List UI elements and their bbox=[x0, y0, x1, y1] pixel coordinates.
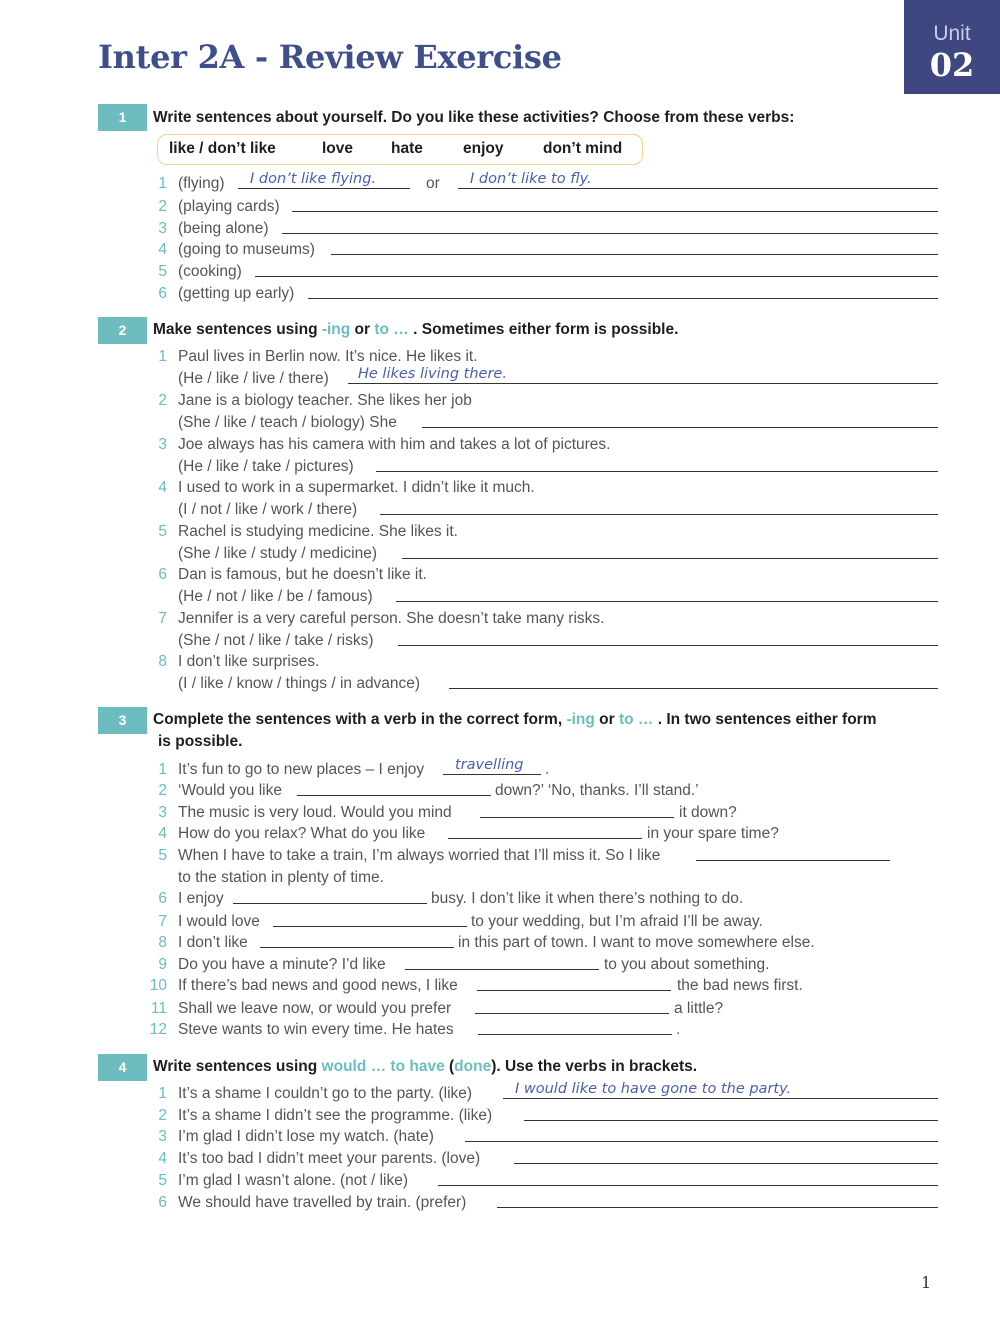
handwritten-answer: I don’t like flying. bbox=[250, 171, 377, 187]
answer-line[interactable] bbox=[348, 383, 938, 384]
item-text: I would love bbox=[178, 913, 260, 930]
item-number: 3 bbox=[158, 804, 167, 821]
answer-line[interactable] bbox=[402, 558, 938, 559]
item-number: 1 bbox=[158, 348, 167, 365]
item-number: 2 bbox=[158, 1107, 167, 1124]
item-number: 3 bbox=[158, 436, 167, 453]
item-prompt: (going to museums) bbox=[178, 241, 315, 258]
answer-line[interactable] bbox=[480, 817, 674, 818]
answer-line[interactable] bbox=[422, 427, 938, 428]
verb-choice: don’t mind bbox=[543, 140, 623, 157]
exercise-1-item bbox=[0, 171, 1000, 197]
exercise-1-item bbox=[0, 263, 1000, 285]
item-text: to you about something. bbox=[604, 956, 770, 973]
verb-choice: like / don’t like bbox=[169, 140, 276, 157]
exercise-3-instruction-line2: is possible. bbox=[158, 733, 243, 750]
item-prompt: (I / like / know / things / in advance) bbox=[178, 675, 421, 692]
verb-choice: enjoy bbox=[463, 140, 504, 157]
answer-line[interactable] bbox=[398, 645, 938, 646]
exercise-4-item bbox=[0, 1128, 1000, 1150]
answer-line[interactable] bbox=[238, 188, 410, 189]
answer-line[interactable] bbox=[255, 276, 938, 277]
item-text: the bad news first. bbox=[677, 977, 803, 994]
item-number: 2 bbox=[158, 782, 167, 799]
answer-line[interactable] bbox=[233, 903, 427, 904]
exercise-4-item bbox=[0, 1194, 1000, 1216]
item-sentence: Paul lives in Berlin now. It’s nice. He likes it. bbox=[178, 348, 478, 365]
item-text: Do you have a minute? I’d like bbox=[178, 956, 386, 973]
answer-line[interactable] bbox=[514, 1163, 938, 1164]
exercise-1-item bbox=[0, 285, 1000, 307]
item-text: ‘Would you like bbox=[178, 782, 282, 799]
exercise-2-item bbox=[0, 653, 1000, 692]
item-text: . bbox=[545, 761, 550, 778]
item-prompt: (flying) bbox=[178, 175, 225, 192]
exercise-4-number: 4 bbox=[98, 1054, 147, 1081]
unit-number: 02 bbox=[929, 46, 975, 84]
page-title: Inter 2A - Review Exercise bbox=[98, 38, 562, 76]
unit-label: Unit bbox=[933, 22, 971, 45]
exercise-4-item bbox=[0, 1150, 1000, 1172]
answer-line[interactable] bbox=[380, 514, 938, 515]
item-number: 1 bbox=[158, 761, 167, 778]
item-prompt: I’m glad I wasn’t alone. (not / like) bbox=[178, 1172, 409, 1189]
item-text: Shall we leave now, or would you prefer bbox=[178, 1000, 452, 1017]
answer-line[interactable] bbox=[478, 1034, 672, 1035]
item-number: 10 bbox=[149, 977, 167, 994]
item-number: 9 bbox=[158, 956, 167, 973]
item-sentence: I don’t like surprises. bbox=[178, 653, 320, 670]
item-prompt: (playing cards) bbox=[178, 198, 280, 215]
answer-line[interactable] bbox=[497, 1207, 938, 1208]
page-number: 1 bbox=[921, 1273, 932, 1292]
answer-line[interactable] bbox=[477, 990, 671, 991]
item-prompt: (cooking) bbox=[178, 263, 242, 280]
item-number: 2 bbox=[158, 392, 167, 409]
instr-text: Complete the sentences with a verb in the correct form, bbox=[153, 711, 567, 728]
item-prompt: We should have travelled by train. (prefer) bbox=[178, 1194, 467, 1211]
answer-line[interactable] bbox=[282, 233, 938, 234]
exercise-2-item bbox=[0, 523, 1000, 562]
item-number: 5 bbox=[158, 1172, 167, 1189]
item-number: 5 bbox=[158, 847, 167, 864]
item-prompt: (I / not / like / work / there) bbox=[178, 501, 358, 518]
exercise-3-number: 3 bbox=[98, 707, 147, 734]
exercise-3-item bbox=[0, 956, 1000, 978]
instr-text: ). Use the verbs in brackets. bbox=[491, 1058, 698, 1075]
exercise-2-item bbox=[0, 610, 1000, 649]
exercise-3-item bbox=[0, 757, 1000, 783]
item-number: 6 bbox=[158, 890, 167, 907]
item-number: 1 bbox=[158, 175, 167, 192]
instr-text: . Sometimes either form is possible. bbox=[408, 321, 679, 338]
item-prompt: It’s a shame I couldn’t go to the party. (like) bbox=[178, 1085, 473, 1102]
instr-highlight: would … to have bbox=[321, 1058, 445, 1075]
answer-line[interactable] bbox=[331, 254, 938, 255]
item-sentence: Jennifer is a very careful person. She doesn’t take many risks. bbox=[178, 610, 605, 627]
verb-choice: love bbox=[322, 140, 354, 157]
exercise-4-item bbox=[0, 1081, 1000, 1107]
item-prompt: (He / like / take / pictures) bbox=[178, 458, 354, 475]
instr-highlight: to … bbox=[618, 711, 654, 728]
exercise-1-item bbox=[0, 198, 1000, 220]
item-prompt: (She / like / teach / biology) She bbox=[178, 414, 397, 431]
handwritten-answer: He likes living there. bbox=[358, 366, 507, 382]
item-number: 4 bbox=[158, 1150, 167, 1167]
exercise-3-item bbox=[0, 1021, 1000, 1043]
item-text: The music is very loud. Would you mind bbox=[178, 804, 452, 821]
item-text: If there’s bad news and good news, I like bbox=[178, 977, 458, 994]
item-number: 4 bbox=[158, 241, 167, 258]
exercise-1-number: 1 bbox=[98, 104, 147, 131]
instr-text: ( bbox=[444, 1058, 455, 1075]
answer-line[interactable] bbox=[297, 795, 491, 796]
item-number: 4 bbox=[158, 479, 167, 496]
exercise-2-number: 2 bbox=[98, 317, 147, 344]
item-text: down?’ ‘No, thanks. I’ll stand.’ bbox=[495, 782, 699, 799]
exercise-2-item bbox=[0, 566, 1000, 605]
exercise-3-item bbox=[0, 977, 1000, 999]
answer-line[interactable] bbox=[448, 838, 642, 839]
item-prompt: I’m glad I didn’t lose my watch. (hate) bbox=[178, 1128, 434, 1145]
item-prompt: It’s a shame I didn’t see the programme. (like) bbox=[178, 1107, 493, 1124]
exercise-3-item bbox=[0, 804, 1000, 826]
item-number: 3 bbox=[158, 1128, 167, 1145]
item-number: 4 bbox=[158, 825, 167, 842]
item-text: busy. I don’t like it when there’s nothing to do. bbox=[431, 890, 744, 907]
item-sentence: Jane is a biology teacher. She likes her job bbox=[178, 392, 472, 409]
exercise-3-item bbox=[0, 847, 1000, 886]
answer-line[interactable] bbox=[396, 601, 938, 602]
exercise-3-item bbox=[0, 934, 1000, 956]
exercise-1-item bbox=[0, 220, 1000, 242]
item-sentence: I used to work in a supermarket. I didn’t like it much. bbox=[178, 479, 535, 496]
instr-text: or bbox=[350, 321, 375, 338]
exercise-2-item bbox=[0, 348, 1000, 387]
item-sentence: Rachel is studying medicine. She likes it. bbox=[178, 523, 458, 540]
answer-line[interactable] bbox=[449, 688, 938, 689]
exercise-3-item bbox=[0, 782, 1000, 804]
item-text: in your spare time? bbox=[647, 825, 779, 842]
item-number: 6 bbox=[158, 1194, 167, 1211]
item-prompt: (He / like / live / there) bbox=[178, 370, 329, 387]
answer-line[interactable] bbox=[308, 298, 938, 299]
item-sentence: Dan is famous, but he doesn’t like it. bbox=[178, 566, 427, 583]
exercise-4-item bbox=[0, 1172, 1000, 1194]
item-number: 7 bbox=[158, 913, 167, 930]
item-number: 7 bbox=[158, 610, 167, 627]
item-number: 5 bbox=[158, 263, 167, 280]
item-sentence: Joe always has his camera with him and takes a lot of pictures. bbox=[178, 436, 611, 453]
item-number: 8 bbox=[158, 653, 167, 670]
item-number: 8 bbox=[158, 934, 167, 951]
item-text: Steve wants to win every time. He hates bbox=[178, 1021, 454, 1038]
item-number: 3 bbox=[158, 220, 167, 237]
item-prompt: (She / not / like / take / risks) bbox=[178, 632, 374, 649]
item-prompt: (She / like / study / medicine) bbox=[178, 545, 377, 562]
item-text: I enjoy bbox=[178, 890, 224, 907]
exercise-3-item bbox=[0, 1000, 1000, 1022]
exercise-3-item bbox=[0, 890, 1000, 912]
verb-choice: hate bbox=[391, 140, 423, 157]
exercise-2-item bbox=[0, 392, 1000, 431]
handwritten-answer: travelling bbox=[455, 757, 524, 773]
exercise-3-instruction bbox=[153, 711, 876, 729]
item-text: I don’t like bbox=[178, 934, 248, 951]
instr-highlight: to … bbox=[374, 321, 409, 338]
answer-line[interactable] bbox=[465, 1141, 938, 1142]
item-number: 2 bbox=[158, 198, 167, 215]
handwritten-answer: I don’t like to fly. bbox=[470, 171, 592, 187]
exercise-4-instruction bbox=[153, 1058, 697, 1076]
answer-line[interactable] bbox=[438, 1185, 938, 1186]
item-text: to your wedding, but I’m afraid I’ll be away. bbox=[471, 913, 763, 930]
answer-line[interactable] bbox=[458, 188, 938, 189]
item-text: . bbox=[676, 1021, 681, 1038]
item-text: When I have to take a train, I’m always worried that I’ll miss it. So I like bbox=[178, 847, 661, 864]
item-number: 12 bbox=[149, 1021, 167, 1038]
instr-text: or bbox=[594, 711, 619, 728]
answer-line[interactable] bbox=[696, 860, 890, 861]
item-text: a little? bbox=[674, 1000, 724, 1017]
item-text: It’s fun to go to new places – I enjoy bbox=[178, 761, 425, 778]
exercise-3-item bbox=[0, 825, 1000, 847]
answer-line[interactable] bbox=[443, 774, 541, 775]
instr-highlight: -ing bbox=[321, 321, 351, 338]
item-prompt: (He / not / like / be / famous) bbox=[178, 588, 373, 605]
item-number: 1 bbox=[158, 1085, 167, 1102]
answer-line[interactable] bbox=[524, 1120, 938, 1121]
answer-line[interactable] bbox=[260, 947, 454, 948]
answer-line[interactable] bbox=[273, 926, 467, 927]
instr-highlight: done bbox=[454, 1058, 492, 1075]
exercise-1-item bbox=[0, 241, 1000, 263]
exercise-2-item bbox=[0, 479, 1000, 518]
item-number: 6 bbox=[158, 285, 167, 302]
exercise-2-instruction bbox=[153, 321, 678, 339]
item-text: to the station in plenty of time. bbox=[178, 869, 384, 886]
item-number: 5 bbox=[158, 523, 167, 540]
instr-text: . In two sentences either form bbox=[653, 711, 877, 728]
item-text: in this part of town. I want to move somewhere else. bbox=[458, 934, 815, 951]
item-text: How do you relax? What do you like bbox=[178, 825, 426, 842]
handwritten-answer: I would like to have gone to the party. bbox=[515, 1081, 792, 1097]
answer-line[interactable] bbox=[376, 471, 938, 472]
verb-choices-box bbox=[157, 134, 643, 165]
instr-text: Make sentences using bbox=[153, 321, 322, 338]
instr-text: Write sentences using bbox=[153, 1058, 322, 1075]
exercise-1-instruction: Write sentences about yourself. Do you like these activities? Choose from these verbs: bbox=[153, 109, 795, 126]
item-number: 6 bbox=[158, 566, 167, 583]
answer-line[interactable] bbox=[503, 1098, 938, 1099]
answer-line[interactable] bbox=[292, 211, 938, 212]
exercise-2-item bbox=[0, 436, 1000, 475]
item-text: it down? bbox=[679, 804, 737, 821]
item-number: 11 bbox=[150, 1000, 167, 1017]
unit-badge bbox=[904, 0, 1000, 94]
answer-line[interactable] bbox=[405, 969, 599, 970]
or-label: or bbox=[426, 175, 440, 192]
answer-line[interactable] bbox=[475, 1013, 669, 1014]
item-prompt: It’s too bad I didn’t meet your parents. (love) bbox=[178, 1150, 481, 1167]
item-prompt: (being alone) bbox=[178, 220, 269, 237]
item-prompt: (getting up early) bbox=[178, 285, 295, 302]
instr-highlight: -ing bbox=[566, 711, 595, 728]
exercise-4-item bbox=[0, 1107, 1000, 1129]
exercise-3-item bbox=[0, 913, 1000, 935]
